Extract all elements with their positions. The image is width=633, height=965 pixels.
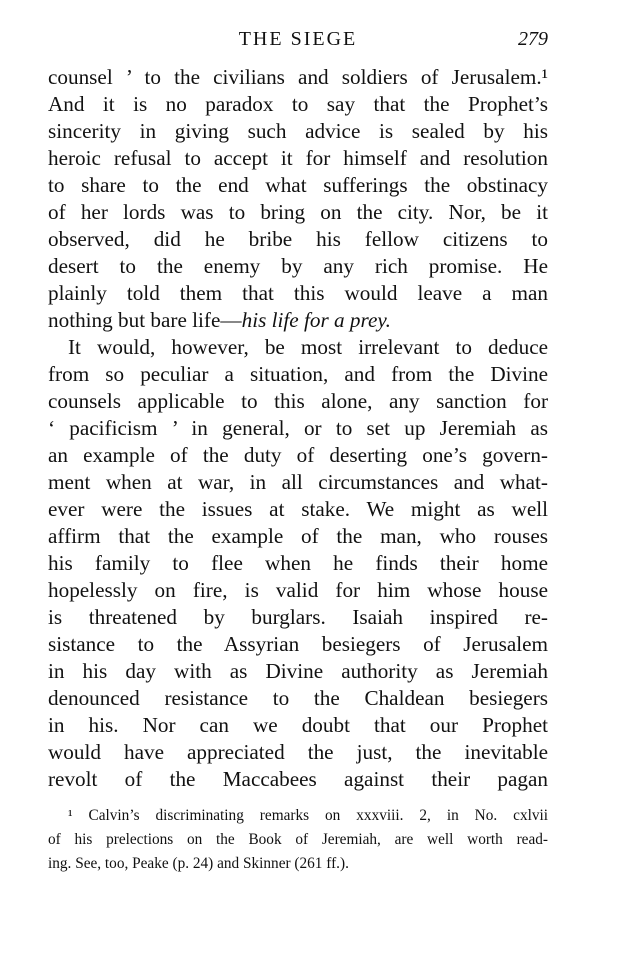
paragraph-start-line: It would, however, be most irrelevant to deduce — [68, 335, 548, 359]
italic-phrase: his life for a prey. — [241, 308, 391, 332]
text-line: ever were the issues at stake. We might as well — [48, 497, 548, 521]
text-line: plainly told them that this would leave a man — [48, 281, 548, 305]
text-line: ‘ pacificism ’ in general, or to set up Jeremiah as — [48, 416, 548, 440]
page-header — [48, 28, 548, 56]
text-line: is threatened by burglars. Isaiah inspired re- — [48, 605, 548, 629]
text-line: in his. Nor can we doubt that our Prophet — [48, 713, 548, 737]
footnote — [48, 804, 548, 876]
text-line: revolt of the Maccabees against their pagan — [48, 767, 548, 791]
text-line: from so peculiar a situation, and from the Divine — [48, 362, 548, 386]
text-line: ment when at war, in all circumstances and what- — [48, 470, 548, 494]
text-line: desert to the enemy by any rich promise. He — [48, 254, 548, 278]
text-line: observed, did he bribe his fellow citizens to — [48, 227, 548, 251]
text-line: an example of the duty of deserting one’s govern- — [48, 443, 548, 467]
text-line: of her lords was to bring on the city. Nor, be it — [48, 200, 548, 224]
text-line — [48, 307, 548, 334]
footnote-line: ing. See, too, Peake (p. 24) and Skinner (261 ff.). — [48, 855, 349, 872]
body-text — [48, 64, 548, 793]
text-line: would have appreciated the just, the inevitable — [48, 740, 548, 764]
text-line: in his day with as Divine authority as Jeremiah — [48, 659, 548, 683]
text-line: counsels applicable to this alone, any sanction for — [48, 389, 548, 413]
text-line: sistance to the Assyrian besiegers of Jerusalem — [48, 632, 548, 656]
text-line: hopelessly on fire, is valid for him whose house — [48, 578, 548, 602]
text-line: counsel ’ to the civilians and soldiers of Jerusalem.¹ — [48, 65, 548, 89]
text-line: denounced resistance to the Chaldean besiegers — [48, 686, 548, 710]
text-line: his family to flee when he finds their home — [48, 551, 548, 575]
text-line: sincerity in giving such advice is sealed by his — [48, 119, 548, 143]
footnote-line: of his prelections on the Book of Jeremiah, are well worth read- — [48, 831, 548, 848]
text-line: affirm that the example of the man, who rouses — [48, 524, 548, 548]
text-line: And it is no paradox to say that the Prophet’s — [48, 92, 548, 116]
page-number: 279 — [518, 28, 548, 50]
text-line: to share to the end what sufferings the obstinacy — [48, 173, 548, 197]
text-line: heroic refusal to accept it for himself and resolution — [48, 146, 548, 170]
footnote-line: ¹ Calvin’s discriminating remarks on xxxviii. 2, in No. cxlvii — [68, 807, 548, 824]
running-head: THE SIEGE — [238, 28, 358, 50]
text-run: nothing but bare life— — [48, 308, 242, 332]
